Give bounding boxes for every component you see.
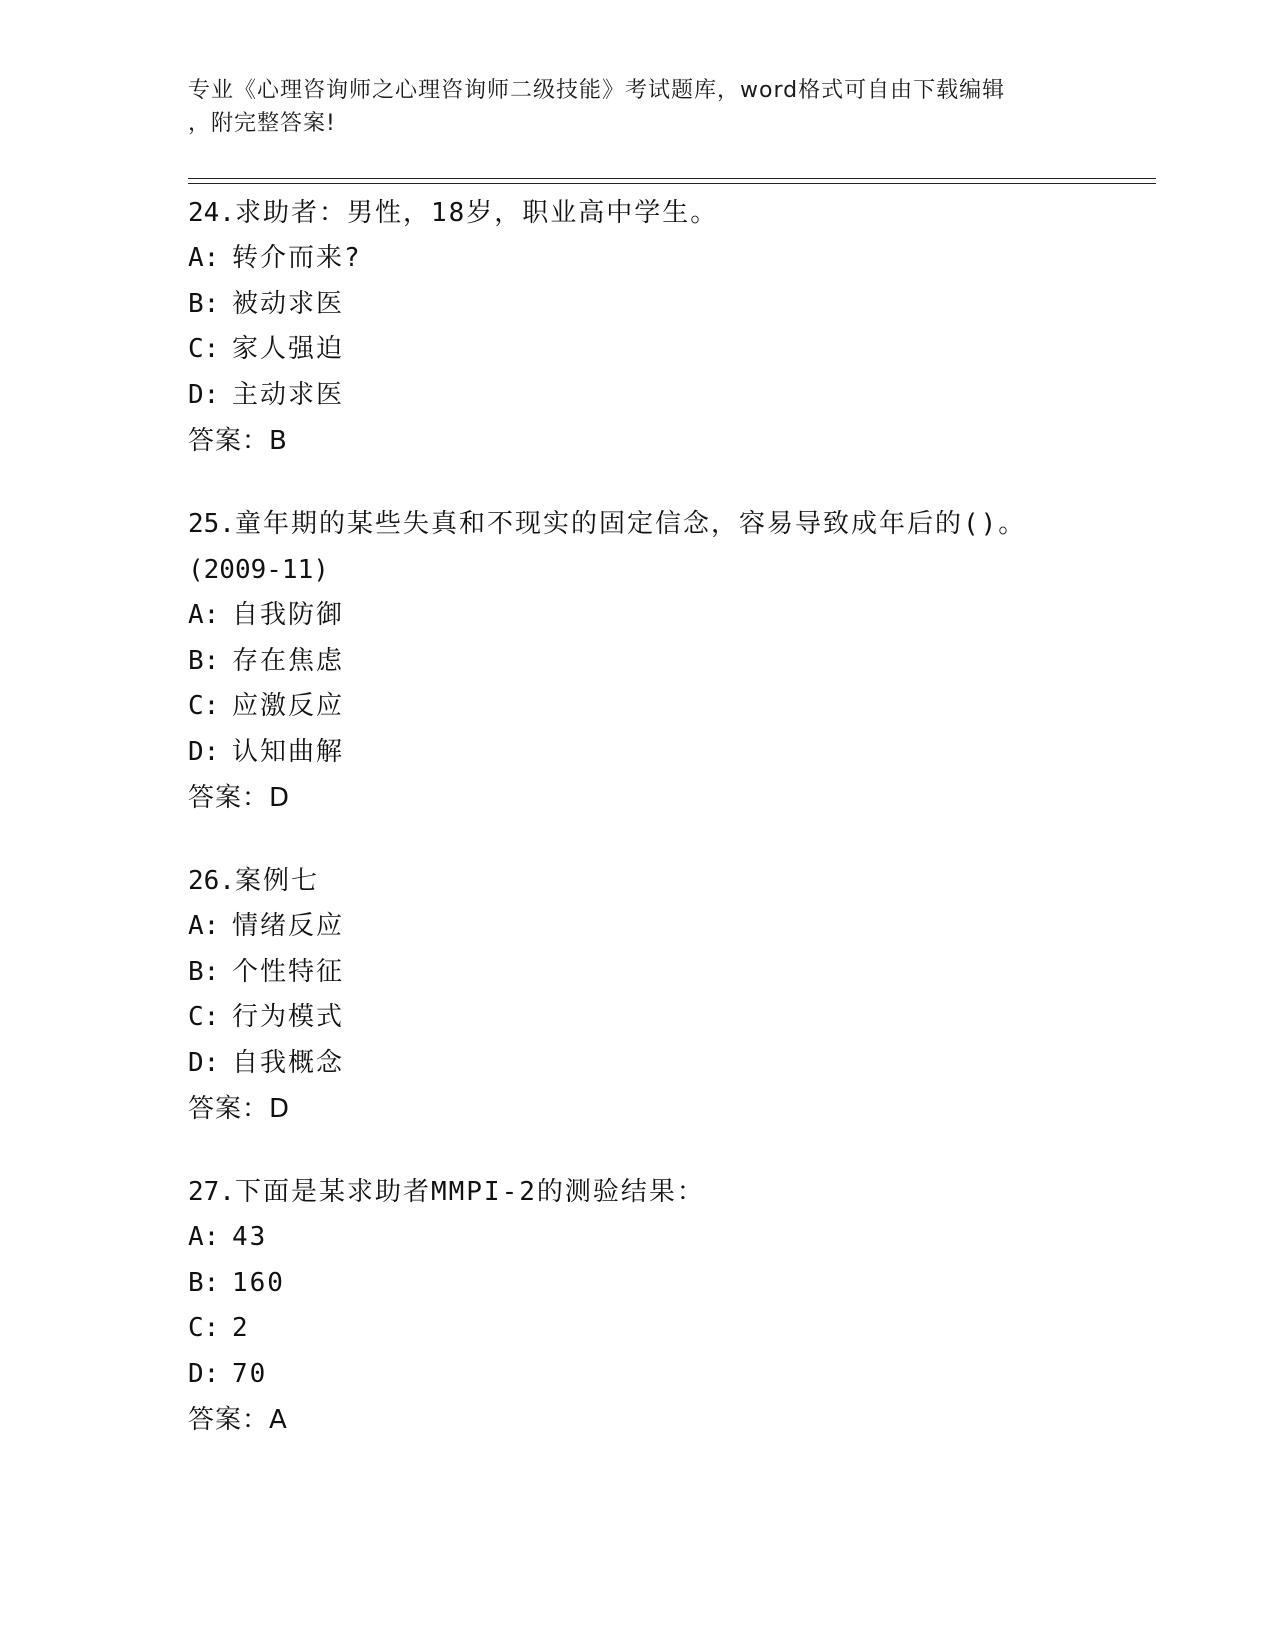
option-c bbox=[188, 1306, 1148, 1352]
answer-line: 答案：D bbox=[188, 1094, 291, 1124]
option-letter: C: bbox=[188, 334, 220, 364]
option-letter: C: bbox=[188, 1313, 220, 1343]
option-text: 家人强迫 bbox=[232, 334, 345, 364]
answer-line: 答案：A bbox=[188, 1405, 288, 1435]
option-text: 存在焦虑 bbox=[232, 645, 345, 676]
option-text: 自我防御 bbox=[232, 600, 345, 630]
option-letter: A: bbox=[188, 600, 220, 630]
option-a bbox=[188, 593, 1148, 639]
option-c bbox=[188, 684, 1148, 730]
option-text: 情绪反应 bbox=[232, 911, 345, 941]
option-letter: D: bbox=[188, 1047, 220, 1078]
option-a bbox=[188, 236, 1148, 282]
option-text: 行为模式 bbox=[232, 1002, 345, 1032]
question-list bbox=[188, 191, 1148, 1481]
answer-line: 答案：D bbox=[188, 783, 291, 813]
option-text: 个性特征 bbox=[232, 956, 345, 987]
option-c bbox=[188, 995, 1148, 1041]
option-letter: A: bbox=[188, 1222, 220, 1252]
option-text: 2 bbox=[232, 1313, 250, 1343]
document-header bbox=[188, 74, 1088, 140]
option-text: 认知曲解 bbox=[232, 736, 345, 767]
option-d bbox=[188, 373, 1148, 419]
option-letter: B: bbox=[188, 956, 220, 987]
option-text: 转介而来? bbox=[232, 243, 362, 273]
answer-line: 答案：B bbox=[188, 426, 288, 456]
header-divider-top bbox=[188, 178, 1156, 179]
option-a bbox=[188, 1215, 1148, 1261]
question-year: (2009-11) bbox=[188, 555, 329, 585]
option-b bbox=[188, 639, 1148, 685]
option-letter: D: bbox=[188, 1358, 220, 1389]
option-text: 主动求医 bbox=[232, 379, 345, 410]
option-letter: A: bbox=[188, 911, 220, 941]
question-stem bbox=[188, 859, 1148, 904]
question-27 bbox=[188, 1170, 1148, 1443]
question-number: 25. bbox=[188, 509, 235, 539]
header-line-2: ，附完整答案! bbox=[188, 111, 336, 136]
option-letter: B: bbox=[188, 1267, 220, 1298]
option-letter: B: bbox=[188, 288, 220, 319]
question-stem bbox=[188, 502, 1148, 547]
option-letter: D: bbox=[188, 379, 220, 410]
option-text: 160 bbox=[232, 1267, 285, 1298]
question-25 bbox=[188, 502, 1148, 821]
option-text: 被动求医 bbox=[232, 288, 345, 319]
question-text: 求助者：男性，18岁，职业高中学生。 bbox=[234, 198, 719, 228]
question-stem bbox=[188, 191, 1148, 236]
option-text: 43 bbox=[232, 1222, 268, 1252]
question-number: 26. bbox=[188, 866, 235, 896]
option-c bbox=[188, 327, 1148, 373]
option-b bbox=[188, 950, 1148, 996]
header-divider-bottom bbox=[188, 183, 1156, 184]
option-text: 应激反应 bbox=[232, 691, 345, 721]
option-a bbox=[188, 904, 1148, 950]
option-b bbox=[188, 1261, 1148, 1307]
option-d bbox=[188, 1041, 1148, 1087]
question-stem bbox=[188, 1170, 1148, 1215]
question-text: 童年期的某些失真和不现实的固定信念，容易导致成年后的()。 bbox=[234, 509, 1027, 539]
option-text: 70 bbox=[232, 1358, 268, 1389]
option-letter: C: bbox=[188, 1002, 220, 1032]
question-number: 27. bbox=[188, 1177, 235, 1207]
option-d bbox=[188, 730, 1148, 776]
question-text: 下面是某求助者MMPI-2的测验结果： bbox=[234, 1177, 705, 1207]
option-letter: B: bbox=[188, 645, 220, 676]
option-text: 自我概念 bbox=[232, 1047, 345, 1078]
option-letter: C: bbox=[188, 691, 220, 721]
header-line-1: 专业《心理咨询师之心理咨询师二级技能》考试题库，word格式可自由下载编辑 bbox=[188, 78, 1006, 103]
option-b bbox=[188, 282, 1148, 328]
question-24 bbox=[188, 191, 1148, 464]
option-d bbox=[188, 1352, 1148, 1398]
question-number: 24. bbox=[188, 198, 235, 228]
question-text: 案例七 bbox=[234, 866, 319, 896]
option-letter: A: bbox=[188, 243, 220, 273]
question-26 bbox=[188, 859, 1148, 1132]
option-letter: D: bbox=[188, 736, 220, 767]
